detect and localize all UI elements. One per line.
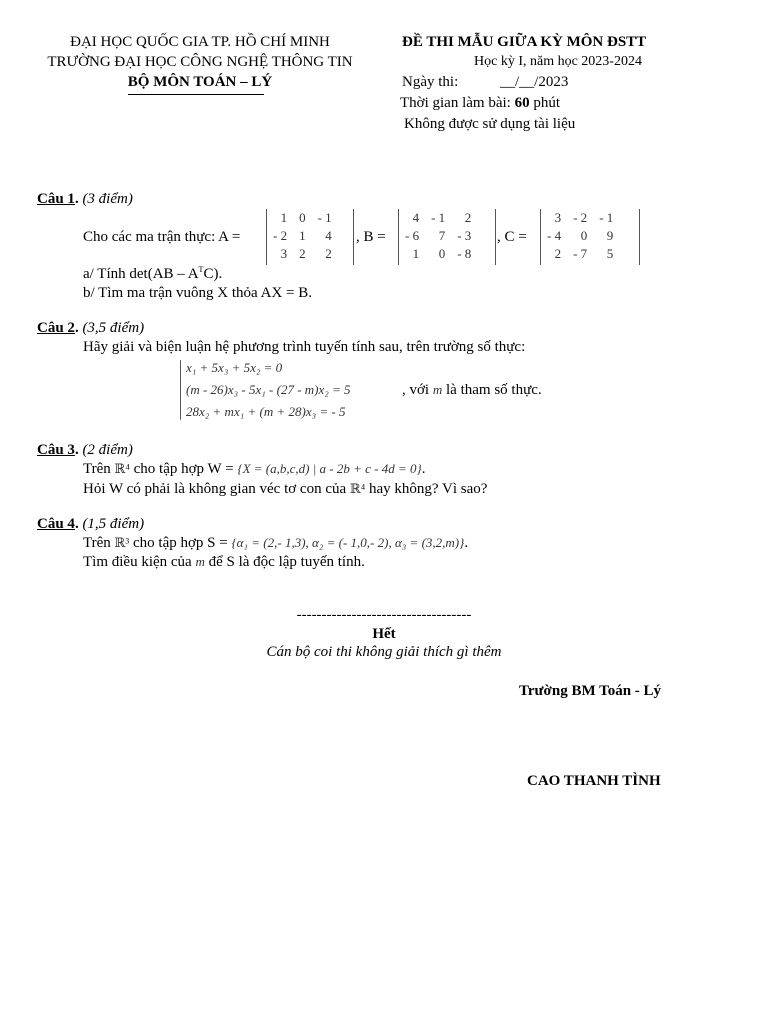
duration-value: 60: [514, 95, 530, 111]
semester-info: Học kỳ I, năm học 2023-2024: [474, 54, 642, 69]
exam-date-label: Ngày thi:: [402, 74, 459, 90]
q1-heading: Câu 1. (3 điểm): [37, 191, 133, 207]
matrix-b-cell: - 3: [457, 228, 472, 243]
matrix-c-cell: 9: [606, 228, 614, 243]
q1-part-b: b/ Tìm ma trận vuông X thỏa AX = B.: [83, 285, 312, 301]
matrix-c-cell: - 1: [599, 210, 614, 225]
exam-title: ĐỀ THI MẪU GIỮA KỲ MÔN ĐSTT: [402, 34, 647, 50]
matrix-c-cell: - 4: [547, 228, 562, 243]
param-m: m: [432, 382, 443, 397]
q3-line1: Trên ℝ⁴ cho tập hợp W = {X = (a,b,c,d) | a - 2b + c - 4d = 0}.: [83, 461, 426, 477]
matrix-c-cell: 2: [554, 246, 562, 261]
department-name: BỘ MÔN TOÁN – LÝ: [127, 74, 273, 90]
q2-heading: Câu 2. (3,5 điểm): [37, 320, 145, 336]
equation-1: x₁ + 5x₃ + 5x₂ = 0: [186, 360, 283, 375]
q4-heading: Câu 4. (1,5 điểm): [37, 516, 145, 532]
matrix-c-cell: - 7: [573, 246, 588, 261]
q1-part-a: a/ Tính $\det(AB - A^TC)$.: [83, 265, 223, 282]
param-m-2: m: [195, 554, 205, 569]
q2-points: (3,5 điểm): [82, 320, 145, 336]
material-note: Không được sử dụng tài liệu: [404, 116, 576, 132]
r4-symbol-2: ℝ⁴: [349, 481, 366, 496]
end-mark: Hết: [372, 626, 396, 642]
q3-label: Câu 3: [37, 442, 75, 458]
q3-line2: Hỏi W có phải là không gian véc tơ con của ℝ⁴ hay không? Vì sao?: [83, 481, 488, 497]
matrix-a: [266, 209, 354, 265]
school-name: TRƯỜNG ĐẠI HỌC CÔNG NGHỆ THÔNG TIN: [47, 54, 353, 70]
matrix-a-cell: 2: [325, 246, 332, 261]
matrix-c: [540, 209, 640, 265]
r3-symbol: ℝ³: [114, 535, 130, 550]
q3-heading: Câu 3. (2 điểm): [37, 442, 133, 458]
university-name: ĐẠI HỌC QUỐC GIA TP. HỒ CHÍ MINH: [70, 34, 330, 50]
matrix-c-cell: 5: [606, 246, 614, 261]
q1-label: Câu 1: [37, 191, 75, 207]
q1-points: (3 điểm): [82, 191, 133, 207]
q1-sep-b: , B =: [356, 229, 386, 245]
matrix-a-cell: 2: [299, 246, 306, 261]
end-dashes: -----------------------------------: [296, 607, 472, 623]
proctor-note: Cán bộ coi thi không giải thích gì thêm: [266, 644, 502, 660]
exam-duration: [400, 95, 560, 112]
matrix-c-cell: 3: [554, 210, 562, 225]
equation-2: (m - 26)x₃ - 5x₁ - (27 - m)x₂ = 5: [186, 382, 351, 397]
matrix-b-cell: - 6: [405, 228, 420, 243]
matrix-b-cell: 1: [412, 246, 420, 261]
q1-intro: Cho các ma trận thực: A =: [83, 229, 241, 245]
matrix-c-cell: 0: [580, 228, 588, 243]
q4-points: (1,5 điểm): [82, 516, 145, 532]
matrix-a-cell: - 1: [317, 210, 332, 225]
matrix-a-cell: - 2: [273, 228, 288, 243]
matrix-b-cell: 7: [438, 228, 446, 243]
system-brace: [180, 360, 181, 420]
matrix-b-cell: 0: [438, 246, 446, 261]
duration-unit: phút: [529, 95, 560, 111]
q4-label: Câu 4: [37, 516, 75, 532]
matrix-a-cell: 0: [299, 210, 306, 225]
set-w: {X = (a,b,c,d) | a - 2b + c - 4d = 0}: [237, 461, 422, 476]
signer-name: CAO THANH TÌNH: [527, 773, 661, 789]
r4-symbol: ℝ⁴: [114, 461, 130, 476]
matrix-a-cell: 3: [280, 246, 288, 261]
duration-label: Thời gian làm bài:: [400, 95, 515, 111]
matrix-b-cell: - 8: [457, 246, 472, 261]
q1-sep-c: , C =: [497, 229, 527, 245]
matrix-b-cell: 4: [412, 210, 420, 225]
department-underline: [128, 94, 264, 95]
matrix-a-cell: 1: [280, 210, 288, 225]
q2-label: Câu 2: [37, 320, 75, 336]
transpose-sup: T: [198, 265, 204, 274]
q3-points: (2 điểm): [82, 442, 133, 458]
q2-intro: Hãy giải và biện luận hệ phương trình tuyến tính sau, trên trường số thực:: [83, 339, 526, 355]
exam-date-value: __/__/2023: [500, 74, 569, 90]
q4-line2: Tìm điều kiện của m để S là độc lập tuyến tính.: [83, 554, 365, 570]
q4-line1: Trên ℝ³ cho tập hợp S = {α₁ = (2,- 1,3), α₂ = (- 1,0,- 2), α₃ = (3,2,m)}.: [83, 535, 469, 551]
matrix-b-cell: 2: [464, 210, 472, 225]
matrix-c-cell: - 2: [573, 210, 588, 225]
matrix-b-cell: - 1: [431, 210, 446, 225]
matrix-b: [398, 209, 496, 265]
equation-3: 28x₂ + mx₁ + (m + 28)x₃ = - 5: [186, 404, 346, 419]
department-signature: Trường BM Toán - Lý: [519, 683, 662, 699]
set-s: {α₁ = (2,- 1,3), α₂ = (- 1,0,- 2), α₃ = (3,2,m)}: [231, 535, 465, 550]
matrix-a-cell: 1: [299, 228, 306, 243]
q2-parameter-note: , với m là tham số thực.: [402, 382, 542, 398]
matrix-a-cell: 4: [325, 228, 332, 243]
